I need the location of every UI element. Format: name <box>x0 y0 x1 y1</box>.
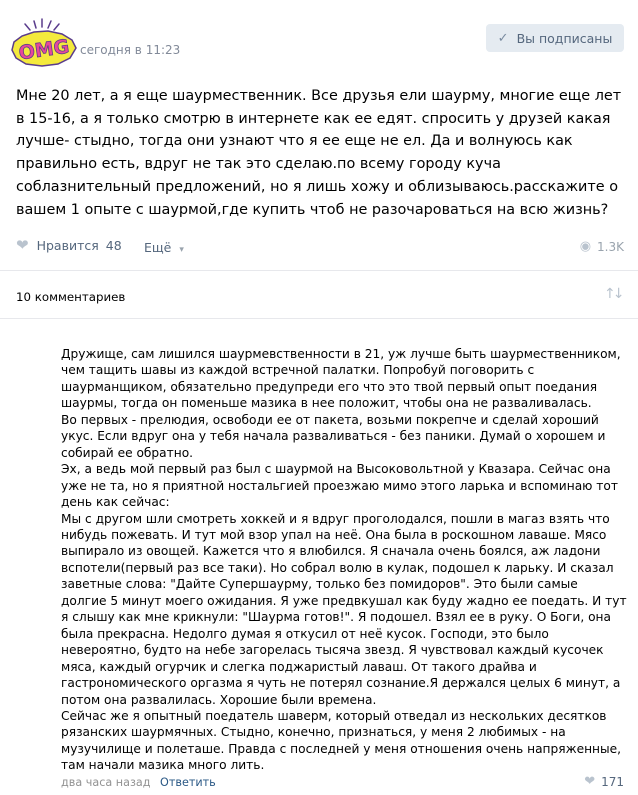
subscribed-button[interactable] <box>486 24 624 52</box>
chevron-down-icon: ▾ <box>179 245 184 255</box>
comment-paragraph: Мы с другом шли смотреть хоккей и я вдруг проголодался, пошли в магаз взять что нибудь пожевать. И тут мой взор упал на неё. Она была в роскошном лаваше. Мясо выпирало из овощей. Кажется что я влюбился. Я сначала очень боялся, аж ладони вспотели(первый раз все таки). Но собрал волю в кулак, подошел к ларьку. И сказал заветные слова: "Дайте Супершаурму, только без помидоров". Это были самые долгие 5 минут моего ожидания. Я уже предвкушал как буду жадно ее поедать. И тут я слышу как мне крикнули: "Шаурма готов!". Я подошел. Взял ее в руку. О Боги, она была прекрасна. Недолго думая я откусил от неё кусок. Господи, это было невероятно, будто на небе загорелась тысяча звезд. Я чувствовал каждый кусочек мяса, каждый огурчик и слегка поджаристый лаваш. От такого драйва и гастрономического оргазма я чуть не потерял сознание.Я держался целых 6 минут, а потом она развалилась. Хорошие были времена. <box>61 511 627 707</box>
like-count: 48 <box>105 237 122 253</box>
heart-icon: ❤ <box>584 774 596 789</box>
comment-paragraph: Дружище, сам лишился шаурмевственности в 21, уж лучше быть шаурмественником, чем тащить шавы из каждой встречной палатки. Попробуй поговорить с шаурманщиком, обязательно предупреди его что это твой первый опыт поедания шаурмы, тогда он поменьше мазика в нее положит, чтобы она не разваливалась. <box>61 347 621 411</box>
divider <box>0 318 638 319</box>
views-count: 1.3K <box>597 239 624 254</box>
check-icon: ✓ <box>497 30 509 46</box>
omg-logo[interactable] <box>10 18 78 74</box>
post-text: Мне 20 лет, а я еще шаурмественник. Все друзья ели шаурму, многие еще лет в 15-16, а я только смотрю в интернете как ее едят. спросить у друзей какая лучше- стыдно, тогда они узнают что я ее еще не ел. Да и волнуюсь как правильно есть, вдруг не так это сделаю.по всему городу куча соблазнительный предложений, но я лишь хожу и облизываюсь.расскажите о вашем 1 опыте с шаурмой,где купить чтоб не разочароваться на всю жизнь? <box>16 88 622 218</box>
like-button[interactable] <box>16 236 122 254</box>
reply-button[interactable]: Ответить <box>160 776 216 789</box>
like-label: Нравится <box>36 237 99 253</box>
more-button[interactable] <box>144 240 184 255</box>
subscribed-label: Вы подписаны <box>516 30 613 46</box>
eye-icon: ◉ <box>579 239 592 254</box>
comment-footer <box>61 776 216 789</box>
post-header <box>0 0 638 80</box>
sort-icon[interactable]: ↑↓ <box>604 286 622 302</box>
heart-icon: ❤ <box>16 236 29 254</box>
comment-paragraph: Эх, а ведь мой первый раз был с шаурмой на Высоковольтной у Квазара. Сейчас она уже не та, но я приятной ностальгией проезжаю мимо этого ларька и вспоминаю тот день как сейчас: <box>61 462 618 510</box>
comment-like-count: 171 <box>601 774 624 789</box>
comment-paragraph: Во первых - прелюдия, освободи ее от пакета, возьми покрепче и сделай хороший укус. Если вдруг она у тебя начала разваливаться - без паники. Думай о хорошем и собирай ее обратно. <box>61 412 606 460</box>
divider <box>0 270 638 271</box>
comment <box>61 346 627 774</box>
views-counter <box>580 239 624 254</box>
logo-text: OMG <box>17 35 71 65</box>
comments-count: 10 комментариев <box>16 290 126 304</box>
comment-paragraph: Сейчас же я опытный поедатель шаверм, который отведал из нескольких десятков рязанских шаурмячных. Стыдно, конечно, признаться, у меня 2 любимых - на музучилище и полеташе. Правда с последней у меня отношения очень напряженные, там начали мазика много лить. <box>61 708 621 773</box>
more-label: Ещё <box>144 240 172 255</box>
post-time[interactable]: сегодня в 11:23 <box>80 43 181 57</box>
comment-like-button[interactable] <box>584 774 624 789</box>
comment-text <box>61 346 627 774</box>
comment-time[interactable]: два часа назад <box>61 776 151 789</box>
post-actions <box>16 236 624 260</box>
